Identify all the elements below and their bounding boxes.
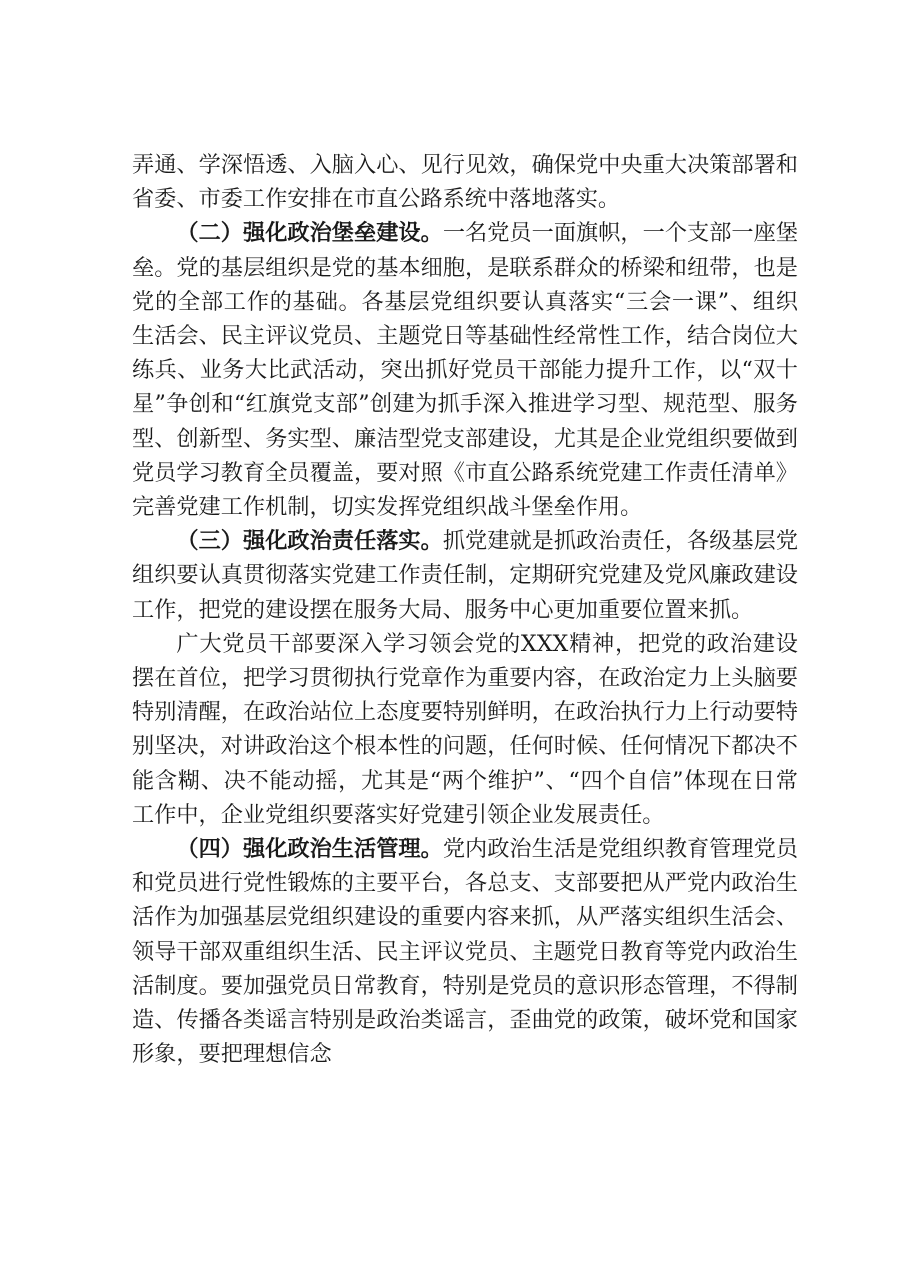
paragraph-section-2 [132, 216, 798, 524]
section-heading: （二）强化政治堡垒建设。 [176, 220, 443, 247]
section-heading: （四）强化政治生活管理。 [176, 836, 443, 863]
paragraph-text: 广大党员干部要深入学习领会党的XXX精神，把党的政治建设摆在首位，把学习贯彻执行党章作为重要内容，在政治定力上头脑要特别清醒，在政治站位上态度要特别鲜明，在政治执行力上行动要特别坚决，对讲政治这个根本性的问题，任何时候、任何情况下都决不能含糊、决不能动摇，尤其是“两个维护”、“四个自信”体现在日常工作中，企业党组织要落实好党建引领企业发展责任。 [132, 630, 798, 828]
paragraph-text: 抓党建就是抓政治责任，各级基层党组织要认真贯彻落实党建工作责任制，定期研究党建及党风廉政建设工作，把党的建设摆在服务大局、服务中心更加重要位置来抓。 [132, 528, 799, 623]
paragraph-text: 一名党员一面旗帜，一个支部一座堡垒。党的基层组织是党的基本细胞，是联系群众的桥梁和纽带，也是党的全部工作的基础。各基层党组织要认真落实“三会一课”、组织生活会、民主评议党员、主题党日等基础性经常性工作，结合岗位大练兵、业务大比武活动，突出抓好党员干部能力提升工作，以“双十星”争创和“红旗党支部”创建为抓手深入推进学习型、规范型、服务型、创新型、务实型、廉洁型党支部建设，尤其是企业党组织要做到党员学习教育全员覆盖，要对照《市直公路系统党建工作责任清单》完善党建工作机制，切实发挥党组织战斗堡垒作用。 [132, 220, 799, 521]
paragraph-text: 党内政治生活是党组织教育管理党员和党员进行党性锻炼的主要平台，各总支、支部要把从严党内政治生活作为加强基层党组织建设的重要内容来抓，从严落实组织生活会、领导干部双重组织生活、民主评议党员、主题党日教育等党内政治生活制度。要加强党员日常教育，特别是党员的意识形态管理，不得制造、传播各类谣言特别是政治类谣言，歪曲党的政策，破坏党和国家形象，要把理想信念 [132, 836, 799, 1068]
paragraph-section-4 [132, 832, 798, 1071]
paragraph-text: 弄通、学深悟透、入脑入心、见行见效，确保党中央重大决策部署和省委、市委工作安排在市直公路系统中落地落实。 [132, 152, 798, 213]
section-heading: （三）强化政治责任落实。 [176, 528, 443, 555]
paragraph-section-3 [132, 524, 798, 627]
paragraph-continuation [132, 148, 798, 216]
document-body [132, 148, 798, 1071]
paragraph-general [132, 627, 798, 832]
